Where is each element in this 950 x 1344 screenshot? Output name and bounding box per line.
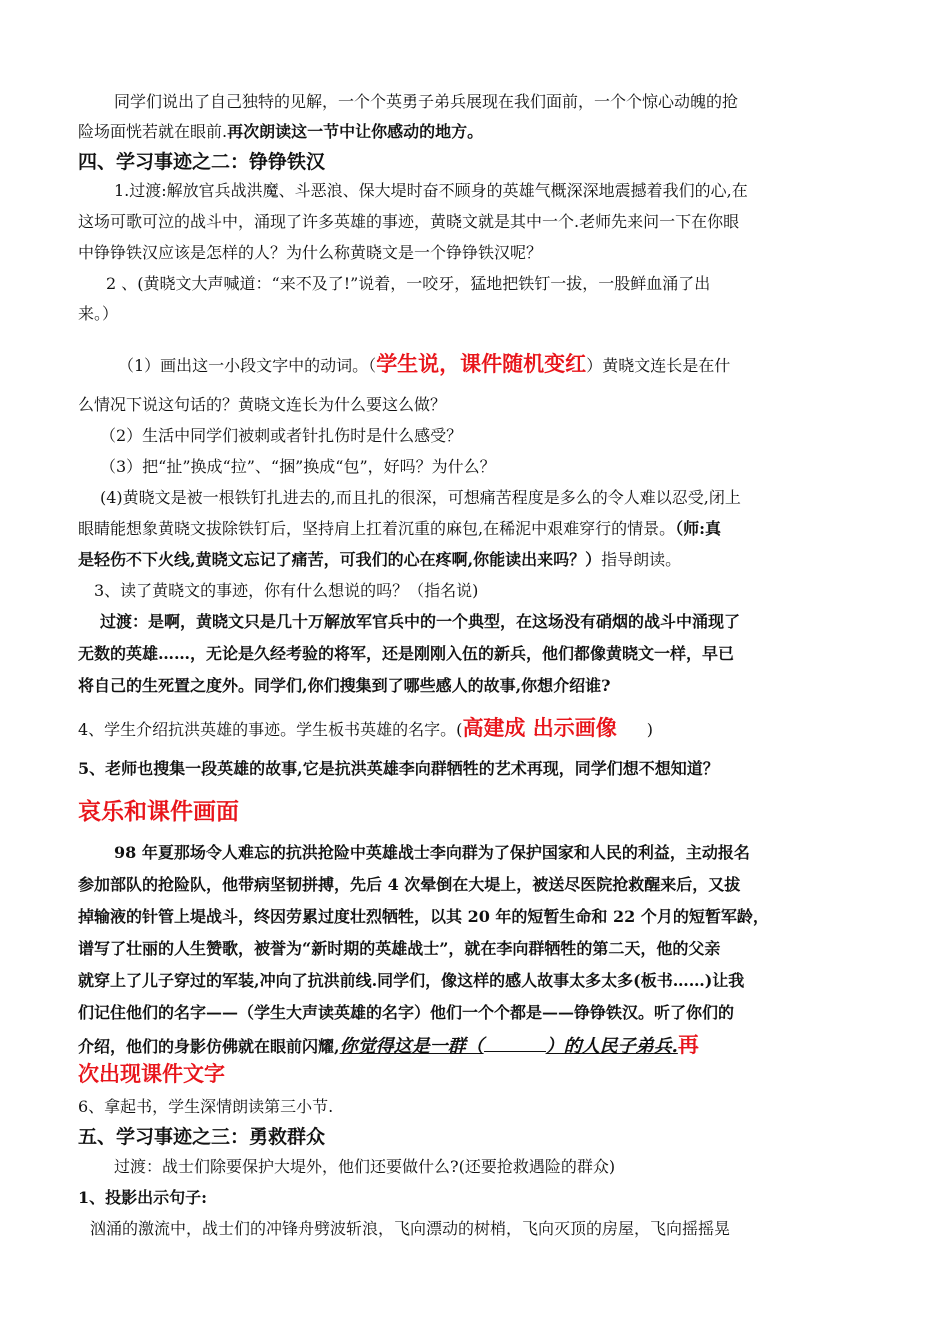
red-annotation-line: 次出现课件文字: [78, 1061, 225, 1086]
paragraph-line: [78, 1218, 878, 1240]
text: 汹涌的激流中，战士们的冲锋舟劈波斩浪，飞向漂动的树梢，飞向灭顶的房屋，飞向摇摇晃: [90, 1219, 731, 1238]
paragraph-line: [78, 518, 878, 540]
text: 过渡：战士们除要保护大堤外，他们还要做什么?(还要抢救遇险的群众): [114, 1157, 616, 1176]
text: 眼睛能想象黄晓文拔除铁钉后，坚持肩上扛着沉重的麻包,在稀泥中艰难穿行的情景。: [78, 519, 676, 538]
text: (4)黄晓文是被一根铁钉扎进去的,而且扎的很深，可想痛苦程度是多么的令人难以忍受,闭上: [100, 488, 741, 507]
bold-text: 再次朗读这一节中让你感动的地方。: [227, 122, 484, 141]
paragraph-line: 这场可歌可泣的战斗中，涌现了许多英雄的事迹，黄晓文就是其中一个.老师先来问一下在你眼: [78, 212, 740, 231]
paragraph-line: 参加部队的抢险队，他带病坚韧拼搏，先后 4 次晕倒在大堤上，被送尽医院抢救醒来后，又拔: [78, 875, 741, 894]
paragraph-line: 掉输液的针管上堤战斗，终因劳累过度壮烈牺牲，以其 20 年的短暂生命和 22 个月的短暂军龄，: [78, 907, 769, 926]
section-heading-4: 四、学习事迹之二：铮铮铁汉: [78, 151, 326, 173]
paragraph-line: [78, 456, 878, 478]
bold-text: （师:真: [675, 519, 722, 538]
paragraph-line: 6、拿起书，学生深情朗读第三小节.: [78, 1097, 334, 1116]
paragraph-line: 谱写了壮丽的人生赞歌，被誉为“新时期的英雄战士”，就在李向群牺牲的第二天，他的父亲: [78, 939, 721, 958]
text: （3）把“扯”换成“拉”、“捆”换成“包”，好吗？为什么？: [100, 457, 496, 476]
paragraph-line: [78, 425, 878, 447]
paragraph-line: [78, 487, 878, 509]
text: ）黄晓文连长是在什: [586, 356, 731, 375]
paragraph-line: [78, 717, 878, 741]
paragraph-line: 么情况下说这句话的？黄晓文连长为什么要这么做？: [78, 395, 447, 414]
paragraph-line: [78, 1156, 878, 1178]
italic-text: ）的人民子弟兵.: [545, 1036, 678, 1057]
paragraph-line: [78, 580, 878, 602]
paragraph-line: 5、老师也搜集一段英雄的故事,它是抗洪英雄李向群牺牲的艺术再现，同学们想不想知道？: [78, 759, 719, 778]
red-heading: 哀乐和课件画面: [78, 798, 239, 825]
paragraph-line: [78, 611, 878, 633]
text: ): [646, 720, 653, 739]
text: （1）画出这一小段文字中的动词。（: [118, 356, 377, 375]
paragraph-line: 中铮铮铁汉应该是怎样的人？为什么称黄晓文是一个铮铮铁汉呢？: [78, 243, 543, 262]
paragraph-line: 无数的英雄……，无论是久经考验的将军，还是刚刚入伍的新兵，他们都像黄晓文一样，早已: [78, 644, 735, 663]
text: 4、学生介绍抗洪英雄的事迹。学生板书英雄的名字。(: [78, 720, 463, 739]
paragraph-line: 就穿上了儿子穿过的军装,冲向了抗洪前线.同学们，像这样的感人故事太多太多(板书……)让我: [78, 971, 745, 990]
paragraph-line: 1、投影出示句子:: [78, 1188, 208, 1207]
red-annotation: 再: [677, 1032, 699, 1057]
section-heading-5: 五、学习事迹之三：勇救群众: [78, 1126, 326, 1148]
text: 2 、(黄晓文大声喊道：“来不及了!”说着，一咬牙，猛地把铁钉一拔，一股鲜血涌了出: [106, 274, 711, 293]
italic-text: 你觉得这是一群（: [339, 1036, 484, 1057]
text: 同学们说出了自己独特的见解，一个个英勇子弟兵展现在我们面前，一个个惊心动魄的抢: [114, 92, 739, 111]
text: 3、读了黄晓文的事迹，你有什么想说的吗？（指名说): [94, 581, 479, 600]
bold-text: 过渡：是啊，黄晓文只是几十万解放军官兵中的一个典型，在这场没有硝烟的战斗中涌现了: [100, 612, 741, 631]
paragraph-line: 将自己的生死置之度外。同学们,你们搜集到了哪些感人的故事,你想介绍谁?: [78, 676, 611, 695]
bold-text: 是轻伤不下火线,黄晓文忘记了痛苦，可我们的心在疼啊,你能读出来吗？）: [78, 550, 602, 569]
red-annotation: 学生说，课件随机变红: [376, 351, 587, 376]
text: 险场面恍若就在眼前.: [78, 122, 228, 141]
text: （2）生活中同学们被刺或者针扎伤时是什么感受？: [100, 426, 463, 445]
red-annotation: 高建成 出示画像: [462, 715, 617, 740]
paragraph-line: [78, 180, 878, 202]
text: 指导朗读。: [601, 550, 682, 569]
paragraph-line: [78, 1034, 878, 1058]
bold-text: 98 年夏那场令人难忘的抗洪抢险中英雄战士李向群为了保护国家和人民的利益，主动报名: [114, 843, 750, 862]
paragraph-line: [78, 91, 878, 113]
text: 1.过渡:解放官兵战洪魔、斗恶浪、保大堤时奋不顾身的英雄气概深深地震撼着我们的心,在: [114, 181, 748, 200]
bold-text: 介绍，他们的身影仿佛就在眼前闪耀,: [78, 1037, 340, 1056]
paragraph-line: [78, 353, 878, 377]
blank-underline: [484, 1050, 546, 1052]
paragraph-line: [78, 842, 878, 864]
paragraph-line: [78, 273, 878, 295]
paragraph-line: [78, 121, 878, 143]
paragraph-line: 来。）: [78, 304, 119, 323]
paragraph-line: [78, 549, 878, 571]
paragraph-line: 们记住他们的名字——（学生大声读英雄的名字）他们一个个都是——铮铮铁汉。听了你们的: [78, 1003, 735, 1022]
